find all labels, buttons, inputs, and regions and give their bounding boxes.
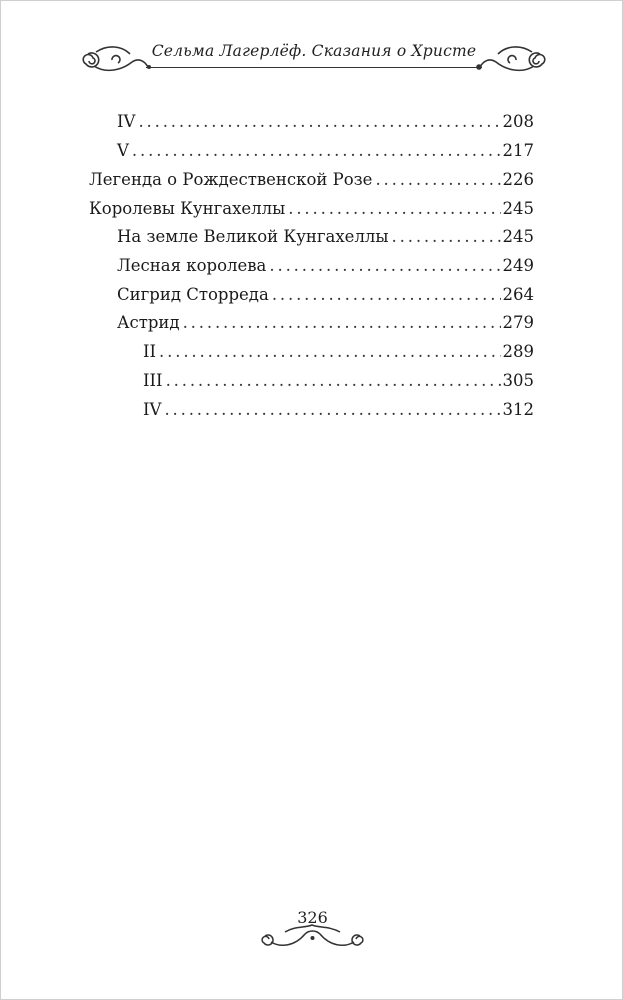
toc-entry-title: IV xyxy=(143,400,162,419)
toc-entry-title: II xyxy=(143,342,157,361)
toc-entry-page: 249 xyxy=(502,256,534,275)
toc-entry-title: Сигрид Сторреда xyxy=(117,285,269,304)
toc-entry-page: 289 xyxy=(502,342,534,361)
running-header-title: Сельма Лагерлёф. Сказания о Христе xyxy=(151,42,477,60)
dot-leader xyxy=(164,398,500,422)
toc-entry-page: 208 xyxy=(502,112,534,131)
toc-entry-title: V xyxy=(117,141,129,160)
toc-entry-page: 264 xyxy=(502,285,534,304)
toc-entry xyxy=(117,110,534,134)
dot-leader xyxy=(375,168,500,192)
toc-entry-page: 312 xyxy=(502,400,534,419)
toc-entry-title: IV xyxy=(117,112,136,131)
toc-entry xyxy=(89,197,534,221)
dot-leader xyxy=(392,225,501,249)
toc-entry xyxy=(143,340,534,364)
dot-leader xyxy=(269,254,500,278)
dot-leader xyxy=(138,110,500,134)
toc-entry-page: 245 xyxy=(502,227,534,246)
dot-leader xyxy=(159,340,500,364)
toc-entry xyxy=(89,168,534,192)
page-number: 326 xyxy=(297,908,328,927)
toc-entry-page: 217 xyxy=(502,141,534,160)
dot-leader xyxy=(272,283,501,307)
toc-entry-title: Королевы Кунгахеллы xyxy=(89,199,286,218)
toc-entry-page: 226 xyxy=(502,170,534,189)
toc-entry-title: III xyxy=(143,371,163,390)
running-header xyxy=(74,36,554,76)
toc-entry xyxy=(117,311,534,335)
toc-entry-page: 305 xyxy=(502,371,534,390)
toc-entry-title: Лесная королева xyxy=(117,256,267,275)
dot-leader xyxy=(132,139,501,163)
toc-entry xyxy=(117,283,534,307)
toc-entry-page: 279 xyxy=(502,313,534,332)
dot-leader xyxy=(166,369,501,393)
dot-leader xyxy=(288,197,500,221)
dot-leader xyxy=(183,311,501,335)
toc-entry xyxy=(143,369,534,393)
footer-scroll-ornament-icon xyxy=(255,922,370,948)
toc-entry xyxy=(117,254,534,278)
toc-entry xyxy=(117,139,534,163)
toc-entry-title: Астрид xyxy=(117,313,180,332)
header-rule xyxy=(146,67,482,68)
right-scroll-ornament-icon xyxy=(476,40,554,74)
toc-entry-title: На земле Великой Кунгахеллы xyxy=(117,227,389,246)
toc-entry xyxy=(117,225,534,249)
page-footer xyxy=(255,908,370,948)
toc-entry xyxy=(143,398,534,422)
toc-entry-title: Легенда о Рождественской Розе xyxy=(89,170,373,189)
toc-entry-page: 245 xyxy=(502,199,534,218)
